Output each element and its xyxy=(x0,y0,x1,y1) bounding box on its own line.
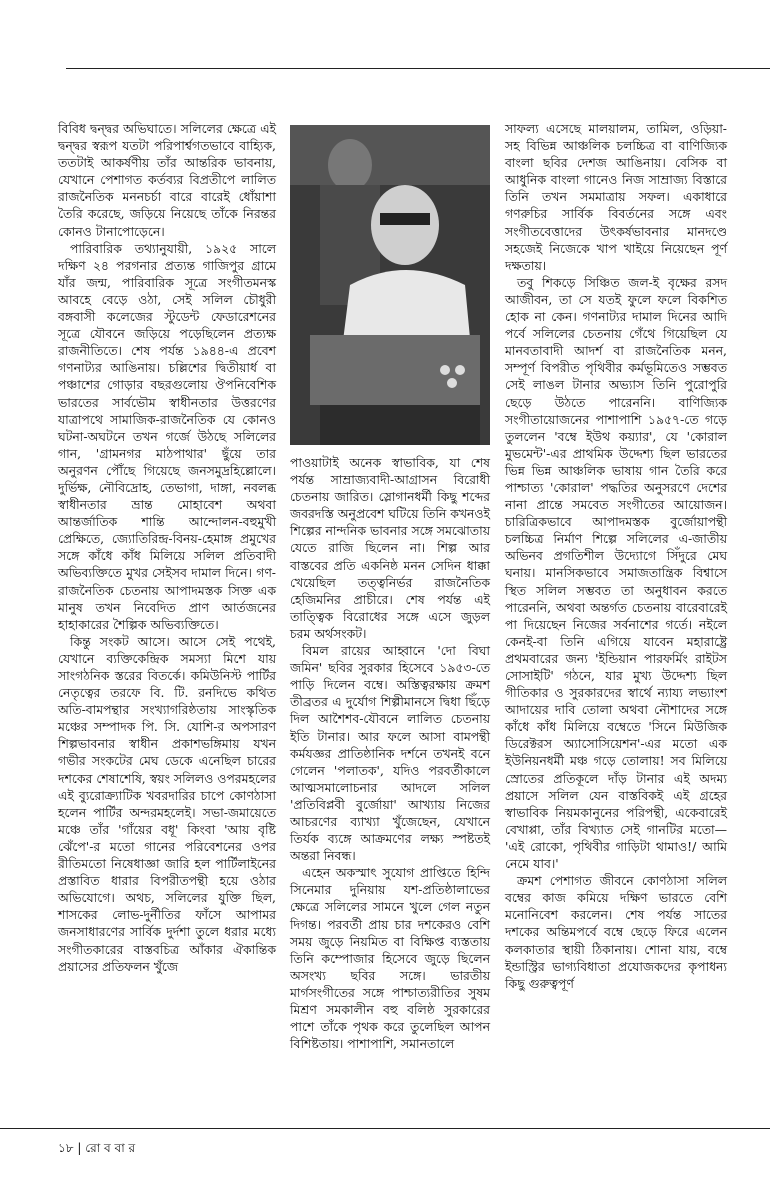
paragraph: বিমল রায়ের আহ্বানে 'দো বিঘা জমিন' ছবির সুরকার হিসেবে ১৯৫৩-তে পাড়ি দিলেন বম্বে। অস্তিত্বরক্ষায় ক্রমশ তীব্রতর এ দুর্যোগ শিল্পীমানসে দ্বিধা ছিঁড়ে দিল আশৈশব-যৌবনে লালিত চেতনায় ইতি টানার। আর ফলে আসা বামপন্থী কর্মযজ্ঞর প্রাতিষ্ঠানিক দর্শনে তখনই বনে গেলেন 'পলাতক', যদিও পরবর্তীকালে আত্মসমালোচনার আদলে সলিল 'প্রতিবিপ্লবী বুর্জোয়া' আখ্যায় নিজের আচরণের ব্যাখ্যা খুঁজেছেন, যেখানে তির্যক ব্যঙ্গে আক্রমণের লক্ষ্য স্পষ্টতই অন্তরা নিবন্ধ। xyxy=(290,643,490,864)
article-column-3 xyxy=(505,120,727,992)
paragraph: বিবিধ দ্বন্দ্বর অভিঘাতে। সলিলের ক্ষেত্রে এই দ্বন্দ্বর স্বরূপ যতটা পরিপার্শ্বগতভাবে বাহ্যিক, ততটাই আকর্ষণীয় তাঁর আন্তরিক ভাবনায়, যেখানে পেশাগত কর্তব্যর বিপ্রতীপে লালিত রাজনৈতিক মননচর্চা বারে বারেই ধোঁয়াশা তৈরি করেছে, জড়িয়ে নিয়েছে তাঁকে নিরন্তর কোনও টানাপোড়েনে। xyxy=(58,121,276,239)
page-footer xyxy=(58,1140,135,1160)
header-rule xyxy=(66,68,770,69)
magazine-name: রো ব বা র xyxy=(85,1141,136,1155)
photo-graphic xyxy=(290,125,490,445)
paragraph: কিন্তু সংকট আসে। আসে সেই পথেই, যেখানে ব্যক্তিকেন্দ্রিক সমস্যা মিশে যায় সাংগঠনিক স্তরের বিতর্কে। কমিউনিস্ট পার্টির নেতৃত্বের তরফে বি. টি. রনদিভে কথিত অতি-বামপন্থার সংখ্যাগরিষ্ঠতায় সাংস্কৃতিক মঞ্চের সম্পাদক পি. সি. যোশি-র অপসারণ শিল্পভাবনার স্বাধীন প্রকাশভঙ্গিমায় যখন গভীর সংকটের মেঘ ডেকে এনেছিল চারের দশকের শেষাশেষি, স্বয়ং সলিলও ওপরমহলের এই ব্যুরোক্র্যাটিক খবরদারির চাপে কোণঠাসা হলেন পার্টির অন্দরমহলেই। সভা-জমায়েতে মঞ্চে তাঁর 'গাঁয়ের বধূ' কিংবা 'আয় বৃষ্টি ঝেঁপে'-র মতো গানের পরিবেশনের ওপর রীতিমতো নিষেধাজ্ঞা জারি হল পার্টিলাইনের প্রস্তাবিত ধারার বিপরীতপন্থী হয়ে ওঠার অভিযোগে। অথচ, সলিলের যুক্তি ছিল, শাসকের লোভ-দুর্নীতির ফাঁসে আপামর জনসাধারণের সার্বিক দুর্দশা তুলে ধরার মধ্যে সংগীতকারের বাস্তবচিত্র আঁকার ঐকান্তিক প্রয়াসের প্রতিফলন খুঁজে xyxy=(58,633,276,974)
paragraph: পাওয়াটাই অনেক স্বাভাবিক, যা শেষ পর্যন্ত সাম্রাজ্যবাদী-আগ্রাসন বিরোধী চেতনায় জারিত। স্লোগানধর্মী কিছু শব্দের জবরদস্তি অনুপ্রবেশ ঘটিয়ে তিনি কখনওই শিল্পের নান্দনিক ভাবনার সঙ্গে সমঝোতায় যেতে রাজি ছিলেন না। শিল্প আর বাস্তবের প্রতি একনিষ্ঠ মনন সেদিন ধাক্কা খেয়েছিল তত্ত্বনির্ভর রাজনৈতিক হেজিমনির প্রাচীরে। শেষ পর্যন্ত এই তাত্ত্বিক বিরোধের সঙ্গে এসে জুড়ল চরম অর্থসংকট। xyxy=(290,455,490,641)
page-number: ১৮ xyxy=(58,1141,74,1155)
article-column-1 xyxy=(58,120,276,975)
paragraph: পারিবারিক তথ্যানুযায়ী, ১৯২৫ সালে দক্ষিণ ২৪ পরগনার প্রত্যন্ত গাজিপুর গ্রামে যাঁর জন্ম, পারিবারিক সূত্রে সংগীতমনস্ক আবহে বেড়ে ওঠা, সেই সলিল চৌধুরী বঙ্গবাসী কলেজের স্টুডেন্ট ফেডারেশনের সূত্রে যৌবনে জড়িয়ে পড়েছিলেন প্রত্যক্ষ রাজনীতিতে। শেষ পর্যন্ত ১৯৪৪-এ প্রবেশ গণনাট্যর আঙিনায়। চল্লিশের দ্বিতীয়ার্ধ বা পঞ্চাশের গোড়ার বছরগুলোয় ঔপনিবেশিক ভারতের সার্বভৌম স্বাধীনতার উত্তরণের যাত্রাপথে সামাজিক-রাজনৈতিক যে কোনও ঘটনা-অঘটনে তখন গর্জে উঠছে সলিলের গান, 'গ্রামনগর মাঠপাথার' ছুঁয়ে তার অনুরণন পৌঁছে গিয়েছে জনসমুদ্রহিল্লোলে। দুর্ভিক্ষ, নৌবিদ্রোহ, তেভাগা, দাঙ্গা, নবলব্ধ স্বাধীনতার ভ্রান্ত মোহাবেশ অথবা আন্তর্জাতিক শান্তি আন্দোলন-বহুমুখী প্রেক্ষিতে, জ্যোতিরিন্দ্র-বিনয়-হেমাঙ্গ প্রমুখের সঙ্গে কাঁধে কাঁধ মিলিয়ে সলিল প্রতিবাদী অভিব্যক্তিতে মুখর সেইসব দামাল দিনে। গণ-রাজনৈতিক চেতনায় আপাদমস্তক সিক্ত এক মানুষ তখন নিবেদিত প্রাণ আর্তজনের হাহাকারের শৈল্পিক অভিব্যক্তিতে। xyxy=(58,240,276,632)
salil-chowdhury-photo xyxy=(290,125,490,445)
paragraph: সাফল্য এসেছে মালয়ালম, তামিল, ওড়িয়া-সহ বিভিন্ন আঞ্চলিক চলচ্চিত্র বা বাণিজ্যিক বাংলা ছবির দেশজ আঙিনায়। বেসিক বা আধুনিক বাংলা গানেও নিজ সাম্রাজ্য বিস্তারে তিনি তখন সমমাত্রায় সফল। একাধারে গণরুচির সার্বিক বিবর্তনের সঙ্গে এবং সংগীতবেত্তাদের উৎকর্ষভাবনার মানদণ্ডে সহজেই নিজেকে খাপ খাইয়ে নিয়েছেন পূর্ণ দক্ষতায়। xyxy=(505,121,727,273)
paragraph: এহেন অকস্মাৎ সুযোগ প্রাপ্তিতে হিন্দি সিনেমার দুনিয়ায় যশ-প্রতিষ্ঠালাভের ক্ষেত্রে সলিলের সামনে খুলে গেল নতুন দিগন্ত। পরবর্তী প্রায় চার দশকেরও বেশি সময় জুড়ে নিয়মিত বা বিক্ষিপ্ত ব্যস্ততায় তিনি কম্পোজার হিসেবে জুড়ে ছিলেন অসংখ্য ছবির সঙ্গে। ভারতীয় মার্গসংগীতের সঙ্গে পাশ্চাত্যরীতির সুষম মিশ্রণ সমকালীন বহু বলিষ্ঠ সুরকারের পাশে তাঁকে পৃথক করে তুলেছিল আপন বিশিষ্টতায়। পাশাপাশি, সমানতালে xyxy=(290,865,490,1052)
article-column-2 xyxy=(290,454,490,1052)
paragraph: তবু শিকড়ে সিঞ্চিত জল-ই বৃক্ষের রসদ আজীবন, তা সে যতই ফুলে ফলে বিকশিত হোক না কেন। গণনাট্যর দামাল দিনের আদি পর্বে সলিলের চেতনায় গেঁথে গিয়েছিল যে মানবতাবাদী আদর্শ বা রাজনৈতিক মনন, সম্পূর্ণ বিপরীত পৃথিবীর কর্মভূমিতেও সম্ভবত সেই লাঙল টানার অভ্যাস তিনি পুরোপুরি ছেড়ে উঠতে পারেননি। বাণিজ্যিক সংগীতায়োজনের পাশাপাশি ১৯৫৭-তে গড়ে তুললেন 'বম্বে ইউথ কয়্যার', যে 'কোরাল মুভমেন্ট'-এর প্রাথমিক উদ্দেশ্য ছিল ভারতের ভিন্ন ভিন্ন আঞ্চলিক ভাষায় গান তৈরি করে পাশ্চাত্য 'কোরাল' পদ্ধতির অনুসরণে দেশের নানা প্রান্তে সমবেত সংগীতের আয়োজন। চারিত্রিকভাবে আপাদমস্তক বুর্জোয়াপন্থী চলচ্চিত্র নির্মাণ শিল্পে সলিলের এ-জাতীয় অভিনব প্রগতিশীল উদ্যোগে সিঁদুরে মেঘ ঘনায়। মানসিকভাবে সমাজতান্ত্রিক বিশ্বাসে স্থিত সলিল সম্ভবত তা অনুধাবন করতে পারেননি, অথবা অন্তর্গত চেতনায় বারেবারেই পা দিয়েছেন নিজের সর্বনাশের গর্তে। নইলে কেনই-বা তিনি এগিয়ে যাবেন মহারাষ্ট্রে প্রথমবারের জন্য 'ইন্ডিয়ান পারফর্মিং রাইটস সোসাইটি' গঠনে, যার মুখ্য উদ্দেশ্য ছিল গীতিকার ও সুরকারদের স্বার্থে ন্যায্য লভ্যাংশ আদায়ের দাবি তোলা অথবা নৌশাদের সঙ্গে কাঁধে কাঁধ মিলিয়ে বম্বেতে 'সিনে মিউজিক ডিরেক্টরস অ্যাসোসিয়েশন'-এর মতো এক ইউনিয়নধর্মী মঞ্চ গড়ে তোলায়! সব মিলিয়ে স্রোতের প্রতিকূলে দাঁড় টানার এই অদম্য প্রয়াসে সলিল যেন বাস্তবিকই এই গ্রহের স্বাভাবিক নিয়মকানুনের পরিপন্থী, একেবারেই বেখাপ্পা, তাঁর বিখ্যাত সেই গানটির মতো— 'এই রোকো, পৃথিবীর গাড়িটা থামাও!/ আমি নেমে যাব।' xyxy=(505,274,727,872)
paragraph: ক্রমশ পেশাগত জীবনে কোণঠাসা সলিল বম্বের কাজ কমিয়ে দক্ষিণ ভারতে বেশি মনোনিবেশ করলেন। শেষ পর্যন্ত সাতের দশকের অন্তিমপর্বে বম্বে ছেড়ে ফিরে এলেন কলকাতার স্থায়ী ঠিকানায়। শোনা যায়, বম্বে ইন্ডাস্ট্রির ভাগ্যবিধাতা প্রযোজকদের কৃপাধন্য কিছু গুরুত্বপূর্ণ xyxy=(505,873,727,991)
footer-rule xyxy=(0,1128,770,1129)
footer-separator: | xyxy=(77,1141,82,1155)
